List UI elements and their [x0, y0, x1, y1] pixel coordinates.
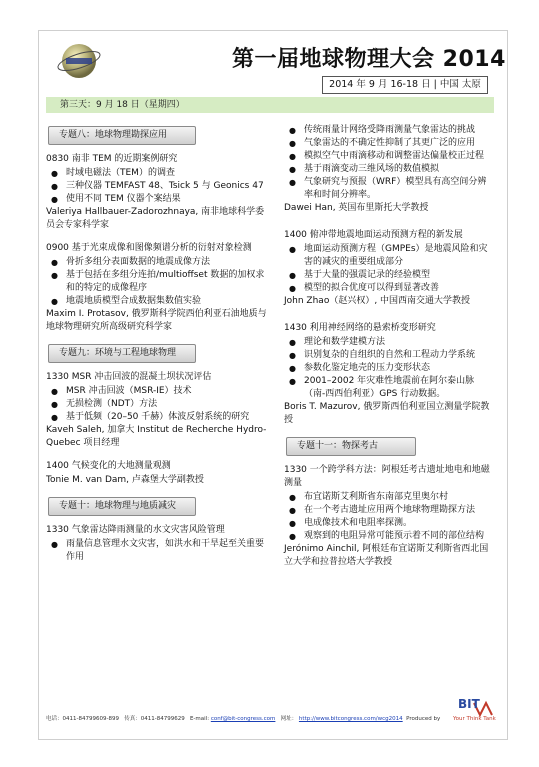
list-item: ● 时域电磁法（TEM）的调查	[46, 167, 268, 180]
list-item: ● 模拟空气中雨滴移动和调整雷达偏量校正过程	[284, 150, 494, 163]
date-location-box: 2014 年 9 月 16-18 日 | 中国 太原	[322, 76, 488, 94]
talk-1330-radar	[46, 524, 268, 564]
speaker: John Zhao（赵兴权）, 中国西南交通大学教授	[284, 296, 471, 306]
talk-title: 1330 气象雷达降雨测量的水文灾害风险管理	[46, 525, 225, 535]
footer-web-label: 网址：	[280, 716, 298, 722]
talk-title: 0830 南非 TEM 的近期案例研究	[46, 154, 178, 164]
talk-1400-gmpe	[284, 229, 494, 308]
talk-points	[46, 256, 268, 308]
footer-fax: 传真：0411-84799629	[124, 716, 185, 722]
list-item: ● 布宜诺斯艾利斯省东南部克里奥尔村	[284, 491, 494, 504]
email-link[interactable]: conf@bit-congress.com	[210, 716, 276, 722]
talk-1330-radar-continued	[284, 124, 494, 215]
talk-points	[284, 336, 494, 401]
list-item: ● 气象雷达的不确定性抑制了其更广泛的应用	[284, 137, 494, 150]
list-item: ● 无损检测（NDT）方法	[46, 398, 268, 411]
list-item: ● 模型的拟合优度可以得到显著改善	[284, 282, 494, 295]
session-11-heading: 专题十一：物探考古	[286, 437, 416, 456]
speaker: Boris T. Mazurov, 俄罗斯西伯利亚国立测量学院教授	[284, 402, 490, 425]
list-item: ● 理论和数学建模方法	[284, 336, 494, 349]
list-item: ● 地震地质模型合成数据集数值实验	[46, 295, 268, 308]
brand-name: BIT	[458, 697, 480, 711]
talk-0900	[46, 242, 268, 334]
congress-globe-logo	[56, 38, 102, 84]
list-item: ● 雨量信息管理水文灾害，如洪水和干旱起至关重要作用	[46, 538, 268, 564]
talk-title: 1330 一个跨学科方法：阿根廷考古遗址地电和地磁测量	[284, 465, 490, 488]
talk-title: 1330 MSR 冲击回波的混凝土坝状况评估	[46, 372, 212, 382]
talk-1330-msr	[46, 371, 268, 450]
talk-title: 1400 气候变化的大地测量观测	[46, 461, 171, 471]
brand-tagline: Your Think Tank	[453, 716, 496, 722]
speaker: Dawei Han, 英国布里斯托大学教授	[284, 203, 429, 213]
footer-email-label: E-mail:	[189, 716, 210, 722]
list-item: ● 识别复杂的自组织的自然和工程动力学系统	[284, 349, 494, 362]
speaker: Kaveh Saleh, 加拿大 Institut de Recherche Hydro-Quebec 项目经理	[46, 425, 267, 448]
list-item: ● 使用不同 TEM 仪器个案结果	[46, 193, 268, 206]
talk-title: 1430 利用神经网络的悬索桥变形研究	[284, 323, 436, 333]
talk-points	[46, 538, 268, 564]
list-item: ● 在一个考古遗址应用两个地球物理勘探方法	[284, 504, 494, 517]
list-item: ● 2001–2002 年灾难性地震前在阿尔泰山脉（南-西西伯利亚）GPS 行动数据。	[284, 375, 494, 401]
talk-1400-climate	[46, 460, 268, 487]
list-item: ● 观察到的电阻异常可能预示着不同的部位结构	[284, 530, 494, 543]
session-9-heading: 专题九：环境与工程地球物理	[48, 344, 196, 363]
right-column	[284, 120, 494, 579]
talk-points	[284, 243, 494, 295]
list-item: ● 骨折多组分表面数据的地震成像方法	[46, 256, 268, 269]
list-item: ● 传统雨量计网络受降雨测量气象雷达的挑战	[284, 124, 494, 137]
list-item: ● MSR 冲击回波（MSR-IE）技术	[46, 385, 268, 398]
footer	[46, 712, 496, 726]
list-item: ● 基于包括在多组分连拍/multioffset 数据的加权求和的特定的成像程序	[46, 269, 268, 295]
footer-produced-by: Produced by	[406, 716, 441, 722]
day-banner: 第三天：9 月 18 日（星期四）	[46, 97, 494, 113]
list-item: ● 基于雨滴变动三维风场的数值模拟	[284, 163, 494, 176]
list-item: ● 三种仪器 TEMFAST 48、Tsick 5 与 Geonics 47	[46, 180, 268, 193]
session-10-heading: 专题十：地球物理与地质减灾	[48, 497, 196, 516]
list-item: ● 参数化鉴定地壳的压力变形状态	[284, 362, 494, 375]
list-item: ● 基于大量的强震记录的经验模型	[284, 269, 494, 282]
list-item: ● 地面运动预测方程（GMPEs）是地震风险和灾害的减灾的重要组成部分	[284, 243, 494, 269]
list-item: ● 气象研究与预报（WRF）模型具有高空间分辨率和时间分辨率。	[284, 176, 494, 202]
talk-1430-neural	[284, 322, 494, 427]
talk-title: 0900 基于光束成像和图像频谱分析的衍射对象检测	[46, 243, 252, 253]
session-8-heading: 专题八：地球物理勘探应用	[48, 126, 196, 145]
speaker: Tonie M. van Dam, 卢森堡大学副教授	[46, 475, 204, 485]
speaker: Jerónimo Ainchil, 阿根廷布宜诺斯艾利斯省西北国立大学和拉普拉塔大学教授	[284, 544, 489, 567]
page-title: 第一届地球物理大会 2014	[232, 47, 506, 72]
talk-points	[284, 491, 494, 543]
footer-tel: 电话：0411-84799609-899	[46, 716, 119, 722]
talk-points	[46, 385, 268, 424]
speaker: Maxim I. Protasov, 俄罗斯科学院西伯利亚石油地质与地球物理研究所高级研究科学家	[46, 309, 267, 332]
talk-title: 1400 俯冲带地震地面运动预测方程的新发展	[284, 230, 463, 240]
talk-0830	[46, 153, 268, 232]
talk-1330-archaeology	[284, 464, 494, 569]
list-item: ● 电成像技术和电阻率探测。	[284, 517, 494, 530]
website-link[interactable]: http://www.bitcongress.com/wcg2014	[298, 716, 403, 722]
left-column	[46, 120, 268, 574]
talk-points	[46, 167, 268, 206]
talk-points	[284, 124, 494, 202]
speaker: Valeriya Hallbauer-Zadorozhnaya, 南非地球科学委员会专家科学家	[46, 207, 265, 230]
list-item: ● 基于低频（20–50 千赫）体波反射系统的研究	[46, 411, 268, 424]
